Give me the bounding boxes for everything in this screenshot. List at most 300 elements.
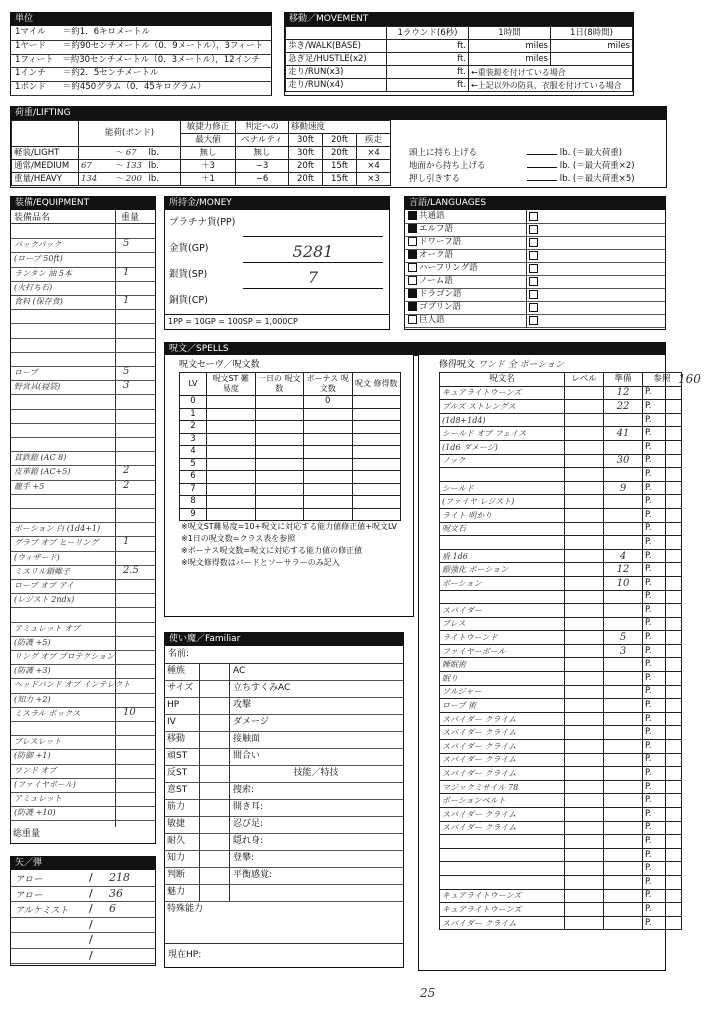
- lifting-penalty-header: 判定への: [236, 121, 289, 134]
- equipment-item-weight: 3: [123, 380, 130, 392]
- known-spell-name: (1d8+1d4): [440, 413, 565, 427]
- ammo-row: [11, 932, 155, 949]
- equipment-row: [11, 636, 155, 651]
- equipment-item-name: (レジスト 2ndx): [14, 595, 75, 605]
- languages-title: 言語/LANGUAGES: [405, 197, 665, 210]
- lifting-extra-unit: lb.: [557, 148, 573, 158]
- familiar-stat-label: サイズ: [167, 683, 194, 693]
- known-spell-name: キュアライトウーンズ: [440, 903, 565, 917]
- language-checkbox-8[interactable]: [408, 315, 417, 324]
- known-spell-name: シールド オブ フェイス: [440, 427, 565, 441]
- equipment-item-weight: 5: [123, 238, 130, 250]
- equipment-row: [11, 309, 155, 324]
- lifting-extra-unit: lb.: [557, 161, 573, 171]
- known-spell-ref: P.: [643, 862, 682, 876]
- spell-slot-cell: [304, 483, 353, 496]
- familiar-row: [165, 850, 403, 868]
- equipment-item-name: アミュレット オブ: [14, 623, 81, 633]
- equipment-row: [11, 281, 155, 296]
- equipment-item-name: (火打ち石): [14, 282, 53, 292]
- lifting-run: ×3: [357, 173, 391, 186]
- spell-slot-cell: [352, 433, 401, 446]
- language-row: [405, 223, 665, 237]
- familiar-combat-label: ダメージ: [233, 717, 269, 727]
- known-spell-prepared: 30: [604, 454, 643, 468]
- familiar-skills-title: 技能／特技: [293, 768, 339, 778]
- equipment-title: 装備/EQUIPMENT: [11, 197, 155, 210]
- known-spell-level: [565, 617, 604, 631]
- known-spell-name: ソルジャー: [440, 685, 565, 699]
- money-label: 銀貨(SP): [169, 269, 208, 280]
- equipment-item-weight: 1: [123, 266, 130, 278]
- spell-slot-cell: [352, 483, 401, 496]
- equipment-item-weight: 1: [123, 295, 130, 306]
- equipment-item-name: (ファイヤボール): [14, 779, 76, 789]
- equipment-item-name: (ロープ 50ft): [14, 254, 63, 264]
- language-checkbox-4[interactable]: [408, 263, 417, 272]
- known-spell-level: [565, 644, 604, 658]
- known-spell-name: 盾 1d6: [440, 549, 565, 563]
- equipment-row: [11, 678, 155, 693]
- known-spell-level: [565, 481, 604, 495]
- spell-slots-header: 呪文 修得数: [352, 373, 401, 396]
- spell-slots-panel: [164, 355, 414, 617]
- movement-unit: miles: [469, 40, 551, 53]
- known-spell-level: [565, 563, 604, 577]
- known-spell-level: [565, 699, 604, 713]
- known-spell-ref: P.: [643, 726, 682, 740]
- known-spell-ref: P.: [643, 495, 682, 509]
- known-spells-col-header: レベル: [565, 373, 604, 387]
- movement-unit: miles: [469, 53, 551, 66]
- known-spell-ref: P.: [643, 413, 682, 427]
- spell-slot-cell: [255, 496, 304, 509]
- language-checkbox-extra[interactable]: [529, 303, 538, 312]
- languages-list: [405, 210, 665, 328]
- familiar-row: [165, 799, 403, 817]
- ammo-row: [11, 901, 155, 918]
- known-spell-prepared: 4: [604, 549, 643, 563]
- movement-header-cell: 1ラウンド(6秒): [387, 27, 469, 40]
- known-spell-prepared: [604, 740, 643, 754]
- known-spell-name: [440, 835, 565, 849]
- known-spell-prepared: 3: [604, 644, 643, 658]
- familiar-stat-label: 敏捷: [167, 819, 186, 829]
- lifting-speed-col: 疾走: [357, 134, 391, 147]
- known-spell-prepared: [604, 916, 643, 930]
- movement-row-label: 走り/RUN(x4): [286, 79, 387, 92]
- spell-slots-header: LV: [180, 373, 207, 396]
- equipment-item-name: ローブ オブ アイ: [14, 581, 74, 590]
- known-spell-name: スパイダー クライム: [440, 821, 565, 835]
- spell-slot-cell: [255, 396, 304, 409]
- language-label: ノーム語: [419, 276, 453, 286]
- movement-unit: [551, 53, 633, 66]
- lifting-extra-row: [409, 159, 659, 171]
- spell-slots-table: [165, 372, 413, 569]
- known-spell-name: スパイダー クライム: [440, 726, 565, 740]
- lifting-hi: ～ 200: [113, 173, 147, 186]
- known-spell-level: [565, 780, 604, 794]
- money-note: 1PP = 10GP = 100SP = 1,000CP: [165, 314, 389, 328]
- known-spell-name: 睡眠術: [440, 658, 565, 672]
- lifting-extra-note: (＝最大荷重×5): [572, 174, 635, 184]
- spell-note: ※1日の呪文数=クラス表を参照: [181, 534, 296, 543]
- equipment-row: [11, 423, 155, 438]
- spell-slot-cell: [207, 508, 256, 521]
- equipment-item-name: 皮革鎧 (AC+5): [14, 467, 71, 477]
- known-spell-ref: P.: [643, 903, 682, 917]
- known-spell-prepared: [604, 726, 643, 740]
- money-label: 金貨(GP): [169, 243, 209, 254]
- familiar-stat-label: 耐久: [167, 836, 186, 846]
- known-spell-name: キュアライトウーンズ: [440, 386, 565, 400]
- language-checkbox-3[interactable]: [408, 250, 417, 259]
- known-spell-ref: P.: [643, 617, 682, 631]
- equipment-row: [11, 664, 155, 679]
- ammo-title: 矢／弾: [11, 857, 155, 870]
- ammo-row: [11, 948, 155, 965]
- familiar-skill: 捜索:: [233, 785, 255, 795]
- lifting-unit: lb.: [147, 147, 181, 160]
- spells-title: 呪文／SPELLS: [165, 343, 665, 356]
- known-spell-ref: P.: [643, 536, 682, 550]
- equipment-row: [11, 465, 155, 480]
- language-checkbox-7[interactable]: [408, 302, 417, 311]
- known-spell-level: [565, 753, 604, 767]
- movement-header-cell: 1日(8時間): [551, 27, 633, 40]
- known-spell-level: [565, 875, 604, 889]
- spell-slot-cell: [304, 433, 353, 446]
- known-spell-level: [565, 427, 604, 441]
- spell-slot-cell: [207, 408, 256, 421]
- lifting-capacity-header: 能荷(ポンド): [79, 121, 181, 147]
- lifting-extra-blank: [527, 180, 557, 181]
- spell-level: 2: [180, 421, 207, 434]
- movement-unit: ft.: [387, 79, 469, 92]
- familiar-stat-label: IV: [167, 717, 176, 727]
- known-spell-prepared: 22: [604, 400, 643, 414]
- spell-note: ※呪文ST難易度=10+呪文に対応する能力値修正値+呪文LV: [181, 522, 398, 531]
- known-spell-prepared: [604, 508, 643, 522]
- equipment-item-name: ワンド オブ: [14, 765, 57, 775]
- equipment-item-name: 籠手 +5: [14, 481, 45, 491]
- movement-panel: [284, 12, 634, 96]
- language-left: [408, 275, 526, 287]
- language-left: [408, 236, 526, 248]
- movement-title: 移動／MOVEMENT: [285, 13, 633, 26]
- known-spell-ref: P.: [643, 644, 682, 658]
- equipment-item-weight: 5: [123, 366, 130, 377]
- spell-slots-grid: [179, 372, 401, 521]
- equipment-item-name: (防御 +1): [14, 751, 51, 761]
- known-spell-level: [565, 508, 604, 522]
- known-spell-name: ブレス: [440, 617, 565, 631]
- known-spell-ref: P.: [643, 631, 682, 645]
- known-spell-name: [440, 848, 565, 862]
- ammo-slash: /: [89, 948, 93, 962]
- known-spell-ref: P.: [643, 440, 682, 454]
- known-spell-level: [565, 631, 604, 645]
- known-spells-col-header: 参照: [643, 373, 682, 387]
- language-checkbox-6[interactable]: [408, 289, 417, 298]
- known-spell-prepared: [604, 767, 643, 781]
- language-left: [408, 210, 526, 222]
- language-checkbox-0[interactable]: [408, 211, 417, 220]
- lifting-speed-20: 15ft: [323, 160, 357, 173]
- known-spell-ref: P.: [643, 875, 682, 889]
- known-spell-ref: P.: [643, 386, 682, 400]
- known-spell-level: [565, 522, 604, 536]
- known-spell-level: [565, 889, 604, 903]
- equipment-item-name: ロープ: [14, 368, 38, 377]
- familiar-row: [165, 782, 403, 800]
- money-value: [243, 294, 383, 315]
- familiar-row: [165, 731, 403, 749]
- language-left: [408, 223, 526, 235]
- spell-slots-subtitle: 呪文セーヴ／呪文数: [179, 360, 260, 370]
- spell-level: 9: [180, 508, 207, 521]
- known-spell-name: シールド: [440, 481, 565, 495]
- equipment-panel: [10, 196, 156, 844]
- known-spell-prepared: [604, 889, 643, 903]
- known-spell-prepared: [604, 672, 643, 686]
- lifting-row-label: 通常/MEDIUM: [12, 160, 79, 173]
- language-checkbox-extra[interactable]: [529, 277, 538, 286]
- known-spell-prepared: [604, 835, 643, 849]
- known-spell-ref: P.: [643, 454, 682, 468]
- movement-header-cell: 1時間: [469, 27, 551, 40]
- known-spells-panel: [418, 355, 671, 971]
- lifting-lo: 67: [79, 160, 113, 173]
- units-list: [11, 26, 271, 95]
- lifting-penalty: 無し: [236, 147, 289, 160]
- familiar-combat-label: 間合い: [233, 751, 261, 761]
- known-spell-ref: P.: [643, 672, 682, 686]
- language-label: ドラゴン語: [419, 289, 462, 299]
- spell-slots-header: 呪文ST 難易度: [207, 373, 256, 396]
- units-panel: [10, 12, 272, 96]
- spell-slot-cell: [304, 446, 353, 459]
- equipment-item-name: ブレスレット: [14, 737, 62, 747]
- language-checkbox-1[interactable]: [408, 224, 417, 233]
- lifting-extra-label: 押し引きする: [409, 174, 461, 184]
- movement-header-blank: [286, 27, 387, 40]
- margin-note-a: 160: [678, 372, 701, 386]
- familiar-stat-label: 移動: [167, 734, 186, 744]
- familiar-table: [165, 646, 403, 966]
- known-spell-prepared: [604, 862, 643, 876]
- spell-slot-cell: [207, 458, 256, 471]
- ammo-slash: /: [89, 871, 93, 884]
- known-spells-table: [419, 372, 671, 930]
- language-checkbox-extra[interactable]: [529, 212, 538, 221]
- ammo-name: アルケミスト: [15, 906, 69, 916]
- spell-slot-cell: [207, 496, 256, 509]
- spell-level: 1: [180, 408, 207, 421]
- language-checkbox-2[interactable]: [408, 237, 417, 246]
- familiar-combat-label: 立ちすくみAC: [233, 683, 291, 693]
- equipment-item-name: (防護 +10): [14, 808, 56, 818]
- spell-slot-cell: [304, 421, 353, 434]
- known-spell-name: [440, 468, 565, 482]
- familiar-row: [165, 833, 403, 851]
- equipment-row: [11, 607, 155, 622]
- equipment-row: [11, 749, 155, 764]
- known-spell-name: ライト 明かり: [440, 508, 565, 522]
- lifting-extra-note: (＝最大荷重): [572, 148, 623, 158]
- known-spell-level: [565, 604, 604, 618]
- equipment-item-name: (知力 +2): [14, 694, 51, 704]
- spell-slot-cell: [304, 471, 353, 484]
- equipment-item-name: (防護 +3): [14, 666, 51, 676]
- known-spell-ref: P.: [643, 508, 682, 522]
- familiar-row: [165, 714, 403, 732]
- known-spells-handwritten-title: ワンド 全 ポーション: [477, 360, 565, 370]
- movement-note: ←重装鎧を付けている場合: [469, 66, 633, 79]
- familiar-hp-now: 現在HP:: [165, 943, 403, 966]
- known-spell-name: [440, 862, 565, 876]
- known-spell-ref: P.: [643, 685, 682, 699]
- familiar-stat-label: 魅力: [167, 887, 186, 897]
- equipment-row: [11, 295, 155, 310]
- equipment-row: [11, 650, 155, 665]
- known-spell-level: [565, 767, 604, 781]
- language-checkbox-extra[interactable]: [529, 290, 538, 299]
- familiar-skill: 忍び足:: [233, 819, 264, 829]
- equipment-item-name: バックパック: [14, 240, 62, 250]
- known-spell-prepared: 9: [604, 481, 643, 495]
- equipment-item-weight: 2: [123, 465, 130, 477]
- known-spell-name: 呪文石: [440, 522, 565, 536]
- equipment-item-weight: 2.5: [123, 564, 139, 576]
- spell-slot-cell: [207, 421, 256, 434]
- language-row: [405, 314, 665, 328]
- movement-note: ←上記以外の防具、衣服を付けている場合: [469, 79, 633, 92]
- known-spell-prepared: [604, 848, 643, 862]
- spell-slot-cell: [255, 408, 304, 421]
- equipment-item-name: グラブ オブ ヒーリング: [14, 538, 99, 548]
- known-spell-name: スパイダー クライム: [440, 916, 565, 930]
- known-spell-prepared: [604, 536, 643, 550]
- equipment-item-name: 貧鉄鎧 (AC 8): [14, 453, 67, 463]
- lifting-penalty: −6: [236, 173, 289, 186]
- spell-slot-cell: [255, 446, 304, 459]
- familiar-stat-label: 種族: [167, 666, 186, 676]
- money-value: 7: [243, 268, 383, 289]
- lifting-unit: lb.: [147, 173, 181, 186]
- spell-slot-cell: [255, 433, 304, 446]
- known-spell-name: ロープ 術: [440, 699, 565, 713]
- known-spell-level: [565, 916, 604, 930]
- familiar-row: [165, 663, 403, 681]
- lifting-extra-blank: [527, 154, 557, 155]
- spell-note: ※呪文修得数はバードとソーサラーのみ記入: [181, 558, 340, 567]
- equipment-row: [11, 707, 155, 722]
- language-checkbox-extra[interactable]: [529, 238, 538, 247]
- lifting-lo: [79, 147, 113, 160]
- spell-slot-cell: [352, 396, 401, 409]
- equipment-row: [11, 238, 155, 253]
- lifting-speed-20: 20ft: [323, 147, 357, 160]
- lifting-dex-header: 敏捷力修正: [181, 121, 236, 134]
- lifting-extra-unit: lb.: [557, 174, 573, 184]
- ammo-count: 36: [109, 886, 123, 900]
- language-label: ハーフリング語: [419, 263, 478, 273]
- movement-unit: ft.: [387, 66, 469, 79]
- lifting-grid: [11, 120, 391, 186]
- language-checkbox-extra[interactable]: [529, 225, 538, 234]
- ammo-name: アロー: [15, 890, 43, 901]
- spell-slot-cell: [255, 421, 304, 434]
- language-checkbox-5[interactable]: [408, 276, 417, 285]
- familiar-skill: 登攀:: [233, 853, 255, 863]
- familiar-panel: [164, 632, 404, 968]
- familiar-col-div: [199, 663, 200, 901]
- spell-level: 3: [180, 433, 207, 446]
- equipment-item-name: ランタン 油 5本: [14, 268, 72, 278]
- lifting-penalty: −3: [236, 160, 289, 173]
- lifting-speed-col: 30ft: [289, 134, 323, 147]
- known-spells-title: 修得呪文: [439, 360, 476, 370]
- language-checkbox-extra[interactable]: [529, 251, 538, 260]
- spell-level: 7: [180, 483, 207, 496]
- known-spell-ref: P.: [643, 699, 682, 713]
- known-spell-level: [565, 808, 604, 822]
- known-spell-name: スパイダー クライム: [440, 712, 565, 726]
- equipment-row: [11, 522, 155, 537]
- language-checkbox-extra[interactable]: [529, 316, 538, 325]
- known-spell-name: スパイダー クライム: [440, 740, 565, 754]
- familiar-row: [165, 816, 403, 834]
- lifting-extra-row: [409, 146, 659, 158]
- ammo-row: [11, 917, 155, 934]
- ammo-panel: [10, 856, 156, 966]
- equipment-row: [11, 721, 155, 736]
- spell-slot-cell: [255, 508, 304, 521]
- ammo-name: アロー: [15, 875, 43, 885]
- movement-grid: [285, 26, 633, 92]
- spell-level: 6: [180, 471, 207, 484]
- familiar-stat-label: 意ST: [167, 785, 188, 795]
- lifting-hi: ～ 67: [113, 147, 147, 160]
- spell-level: 0: [180, 396, 207, 409]
- spell-slot-cell: [304, 496, 353, 509]
- known-spell-name: [440, 590, 565, 604]
- spell-level: 5: [180, 458, 207, 471]
- lifting-dex-header-2: 最大値: [181, 134, 236, 147]
- known-spell-level: [565, 726, 604, 740]
- familiar-skill: 平衡感覚:: [233, 870, 273, 880]
- language-row: [405, 275, 665, 289]
- known-spell-name: [440, 536, 565, 550]
- known-spell-name: スパイダー クライム: [440, 753, 565, 767]
- language-row: [405, 236, 665, 250]
- known-spell-ref: P.: [643, 658, 682, 672]
- language-divider: [526, 210, 527, 328]
- known-spell-ref: P.: [643, 848, 682, 862]
- lifting-speed-20: 15ft: [323, 173, 357, 186]
- known-spell-ref: P.: [643, 821, 682, 835]
- spell-slot-cell: [352, 458, 401, 471]
- spell-slot-cell: [352, 446, 401, 459]
- spell-slots-header: ボーナス 呪文数: [304, 373, 353, 396]
- known-spell-name: ポーションベルト: [440, 794, 565, 808]
- lifting-speed-header: 移動速度: [289, 121, 391, 134]
- lifting-dex: 無し: [181, 147, 236, 160]
- movement-row-label: 歩き/WALK(BASE): [286, 40, 387, 53]
- language-checkbox-extra[interactable]: [529, 264, 538, 273]
